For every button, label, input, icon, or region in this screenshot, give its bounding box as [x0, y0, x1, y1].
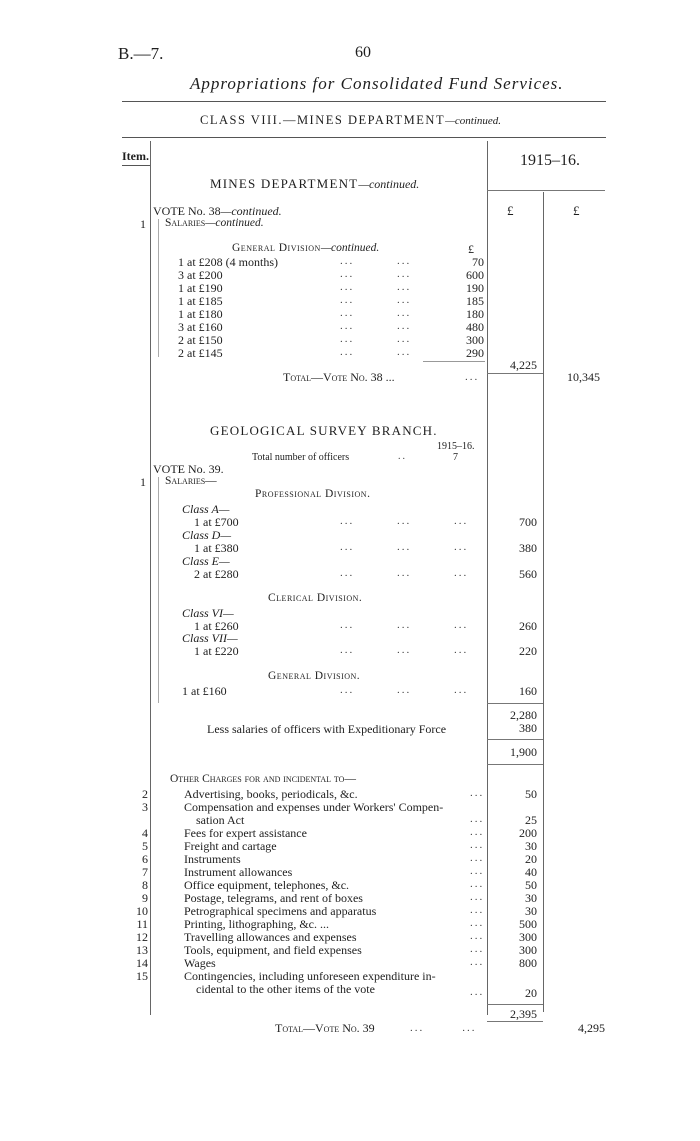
dept-salary-row-label: 3 at £160	[178, 320, 223, 334]
geo-officers-label: Total number of officers	[252, 452, 350, 463]
geo-class-vii-row: 1 at £220	[194, 644, 239, 658]
dept-salary-row-label: 2 at £145	[178, 346, 223, 360]
geo-class-vii-value: 220	[519, 644, 537, 658]
other-item-label: Fees for expert assistance	[184, 826, 307, 840]
other-item-number: 5	[142, 839, 148, 853]
geo-total-value: 4,295	[578, 1021, 605, 1035]
geo-general-row: 1 at £160	[182, 684, 227, 698]
dept-salary-row-dots: ... ...	[340, 320, 412, 332]
dept-salary-row-value: 185	[466, 294, 484, 308]
geo-class-e: Class E—	[182, 554, 230, 568]
other-item-label: Contingencies, including unforeseen expenditure in-	[184, 969, 436, 983]
other-item-label: Postage, telegrams, and rent of boxes	[184, 891, 363, 905]
geo-brace	[158, 477, 159, 703]
geo-other-total: 2,395	[510, 1007, 537, 1021]
other-item-label: Instrument allowances	[184, 865, 293, 879]
geo-class-a-row: 1 at £700	[194, 515, 239, 529]
currency-label-a: £	[507, 203, 514, 218]
dept-total-dots: ...	[465, 371, 480, 383]
dept-general-division-cont: —continued.	[320, 242, 380, 254]
other-item-label: Printing, lithographing, &c. ...	[184, 917, 329, 931]
other-item-dots: ...	[470, 852, 485, 864]
geo-other-total-rule	[487, 1021, 543, 1022]
dept-item-no: 1	[140, 217, 146, 231]
geo-class-a: Class A—	[182, 502, 230, 516]
vote-39-label: VOTE No. 39.	[153, 462, 224, 476]
geo-class-vi-value: 260	[519, 619, 537, 633]
other-item-value: 800	[519, 956, 537, 970]
geo-class-e-dots: ... ... ...	[340, 567, 469, 579]
dept-general-division-text: General Division	[232, 242, 321, 254]
other-item-value: 30	[525, 891, 537, 905]
dept-salary-row-dots: ... ...	[340, 307, 412, 319]
other-item-dots: ...	[470, 826, 485, 838]
geo-total-dots: ... ...	[410, 1022, 477, 1034]
dept-salaries-text: Salaries	[165, 217, 206, 229]
other-item-dots: ...	[470, 787, 485, 799]
other-item-dots: ...	[470, 986, 485, 998]
page-ref: B.—7.	[118, 44, 164, 63]
geo-class-d-row: 1 at £380	[194, 541, 239, 555]
other-item-value: 300	[519, 930, 537, 944]
currency-col-rule	[543, 192, 544, 1012]
other-item-label-cont: sation Act	[196, 813, 245, 827]
geo-general-division: General Division.	[268, 670, 361, 682]
geo-class-d-value: 380	[519, 541, 537, 555]
dept-salary-row-value: 300	[466, 333, 484, 347]
table-top-rule	[122, 137, 606, 138]
dept-heading	[210, 176, 419, 192]
dept-inner-rule	[423, 361, 485, 362]
other-item-label: Instruments	[184, 852, 241, 866]
other-item-label: Office equipment, telephones, &c.	[184, 878, 350, 892]
other-item-number: 3	[142, 800, 148, 814]
item-head-rule	[122, 165, 150, 166]
geo-class-a-value: 700	[519, 515, 537, 529]
other-item-number: 13	[136, 943, 148, 957]
geo-less-value: 380	[519, 721, 537, 735]
header-rule	[122, 101, 606, 102]
other-item-number: 8	[142, 878, 148, 892]
dept-general-division	[232, 242, 379, 254]
geo-less-label: Less salaries of officers with Expeditionary Force	[207, 722, 447, 736]
dept-salary-row-value: 180	[466, 307, 484, 321]
other-item-number: 12	[136, 930, 148, 944]
class-heading-cont: —continued.	[445, 115, 502, 127]
other-item-value: 50	[525, 878, 537, 892]
other-item-dots: ...	[470, 891, 485, 903]
geo-other-rule	[487, 1004, 543, 1005]
dept-total-value: 10,345	[567, 370, 600, 384]
year-head-rule	[487, 190, 605, 191]
dept-heading-text: MINES DEPARTMENT	[210, 176, 359, 191]
vote-38-cont: —continued.	[220, 204, 282, 218]
geo-class-d: Class D—	[182, 528, 232, 542]
other-item-value: 20	[525, 986, 537, 1000]
geo-officers-year: 1915–16.	[437, 441, 475, 452]
dept-salary-row-dots: ... ...	[340, 294, 412, 306]
other-item-dots: ...	[470, 956, 485, 968]
dept-inner-currency: £	[468, 242, 474, 256]
geo-class-e-row: 2 at £280	[194, 567, 239, 581]
geo-general-value: 160	[519, 684, 537, 698]
dept-salary-row-label: 1 at £180	[178, 307, 223, 321]
dept-salary-row-value: 70	[472, 255, 484, 269]
geo-salaries-label: Salaries—	[165, 475, 217, 487]
dept-salary-row-label: 3 at £200	[178, 268, 223, 282]
geo-total-label: Total—Vote No. 39	[275, 1021, 375, 1035]
other-item-dots: ...	[470, 813, 485, 825]
dept-salary-row-dots: ... ...	[340, 268, 412, 280]
geo-class-d-dots: ... ... ...	[340, 541, 469, 553]
other-item-label-cont: cidental to the other items of the vote	[196, 982, 375, 996]
geo-class-vi-dots: ... ... ...	[340, 619, 469, 631]
page-number: 60	[355, 44, 371, 61]
geo-item-no: 1	[140, 475, 146, 489]
dept-salary-row-dots: ... ...	[340, 333, 412, 345]
geo-class-vi-row: 1 at £260	[194, 619, 239, 633]
dept-heading-cont: —continued.	[358, 177, 420, 191]
item-col-rule	[150, 141, 151, 1015]
geo-officers-value: 7	[453, 452, 458, 463]
geo-class-e-value: 560	[519, 567, 537, 581]
dept-salary-row-label: 2 at £150	[178, 333, 223, 347]
dept-salary-row-label: 1 at £208 (4 months)	[178, 255, 278, 269]
other-item-dots: ...	[470, 865, 485, 877]
other-item-label: Tools, equipment, and field expenses	[184, 943, 362, 957]
other-item-number: 4	[142, 826, 148, 840]
other-item-number: 10	[136, 904, 148, 918]
other-item-number: 2	[142, 787, 148, 801]
geo-class-vii-dots: ... ... ...	[340, 644, 469, 656]
other-item-value: 30	[525, 839, 537, 853]
other-item-value: 500	[519, 917, 537, 931]
geo-net-value: 1,900	[510, 745, 537, 759]
dept-salary-row-dots: ... ...	[340, 255, 412, 267]
dept-salary-row-dots: ... ...	[340, 281, 412, 293]
dept-salary-row-value: 600	[466, 268, 484, 282]
other-item-number: 15	[136, 969, 148, 983]
other-item-value: 30	[525, 904, 537, 918]
other-item-dots: ...	[470, 904, 485, 916]
geo-general-dots: ... ... ...	[340, 684, 469, 696]
dept-salary-row-value: 290	[466, 346, 484, 360]
other-item-value: 25	[525, 813, 537, 827]
dept-salary-row-label: 1 at £190	[178, 281, 223, 295]
other-item-value: 300	[519, 943, 537, 957]
other-item-label: Travelling allowances and expenses	[184, 930, 357, 944]
other-item-label: Advertising, books, periodicals, &c.	[184, 787, 358, 801]
class-heading	[200, 113, 501, 128]
page-title: Appropriations for Consolidated Fund Services.	[190, 74, 564, 93]
geo-gross-rule	[487, 703, 543, 704]
geo-officers-dots: ..	[398, 451, 407, 462]
other-item-dots: ...	[470, 930, 485, 942]
other-item-value: 50	[525, 787, 537, 801]
dept-total-label: Total—Vote No. 38 ...	[283, 370, 395, 384]
geo-professional-division: Professional Division.	[255, 488, 371, 500]
dept-salary-row-value: 190	[466, 281, 484, 295]
year-col-rule	[487, 141, 488, 1015]
class-heading-text: CLASS VIII.—MINES DEPARTMENT	[200, 113, 446, 127]
other-item-value: 20	[525, 852, 537, 866]
dept-salaries-label	[165, 217, 264, 229]
other-item-value: 40	[525, 865, 537, 879]
dept-salaries-cont: —continued.	[205, 217, 264, 229]
geo-heading: GEOLOGICAL SURVEY BRANCH.	[210, 423, 438, 438]
dept-salary-row-dots: ... ...	[340, 346, 412, 358]
geo-class-a-dots: ... ... ...	[340, 515, 469, 527]
other-item-number: 7	[142, 865, 148, 879]
other-item-value: 200	[519, 826, 537, 840]
geo-class-vi: Class VI—	[182, 606, 234, 620]
other-item-label: Compensation and expenses under Workers' Compen-	[184, 800, 444, 814]
geo-net-rule-bottom	[487, 764, 543, 765]
geo-gross-value: 2,280	[510, 708, 537, 722]
other-item-number: 9	[142, 891, 148, 905]
other-item-label: Petrographical specimens and apparatus	[184, 904, 377, 918]
other-item-label: Freight and cartage	[184, 839, 277, 853]
geo-class-vii: Class VII—	[182, 631, 238, 645]
other-item-label: Wages	[184, 956, 216, 970]
other-item-dots: ...	[470, 943, 485, 955]
year-column-label: 1915–16.	[520, 152, 580, 169]
dept-salary-row-label: 1 at £185	[178, 294, 223, 308]
geo-clerical-division: Clerical Division.	[268, 592, 363, 604]
dept-brace	[158, 219, 159, 357]
other-item-number: 14	[136, 956, 148, 970]
other-item-dots: ...	[470, 917, 485, 929]
currency-label-b: £	[573, 203, 580, 218]
other-item-dots: ...	[470, 839, 485, 851]
dept-subtotal-rule	[487, 373, 543, 374]
geo-net-rule-top	[487, 739, 543, 740]
other-item-number: 6	[142, 852, 148, 866]
geo-other-heading: Other Charges for and incidental to—	[170, 773, 356, 785]
item-column-label: Item.	[122, 149, 149, 163]
dept-subtotal: 4,225	[510, 358, 537, 372]
vote-38-text: VOTE No. 38	[153, 204, 221, 218]
dept-salary-row-value: 480	[466, 320, 484, 334]
other-item-dots: ...	[470, 878, 485, 890]
other-item-number: 11	[136, 917, 148, 931]
